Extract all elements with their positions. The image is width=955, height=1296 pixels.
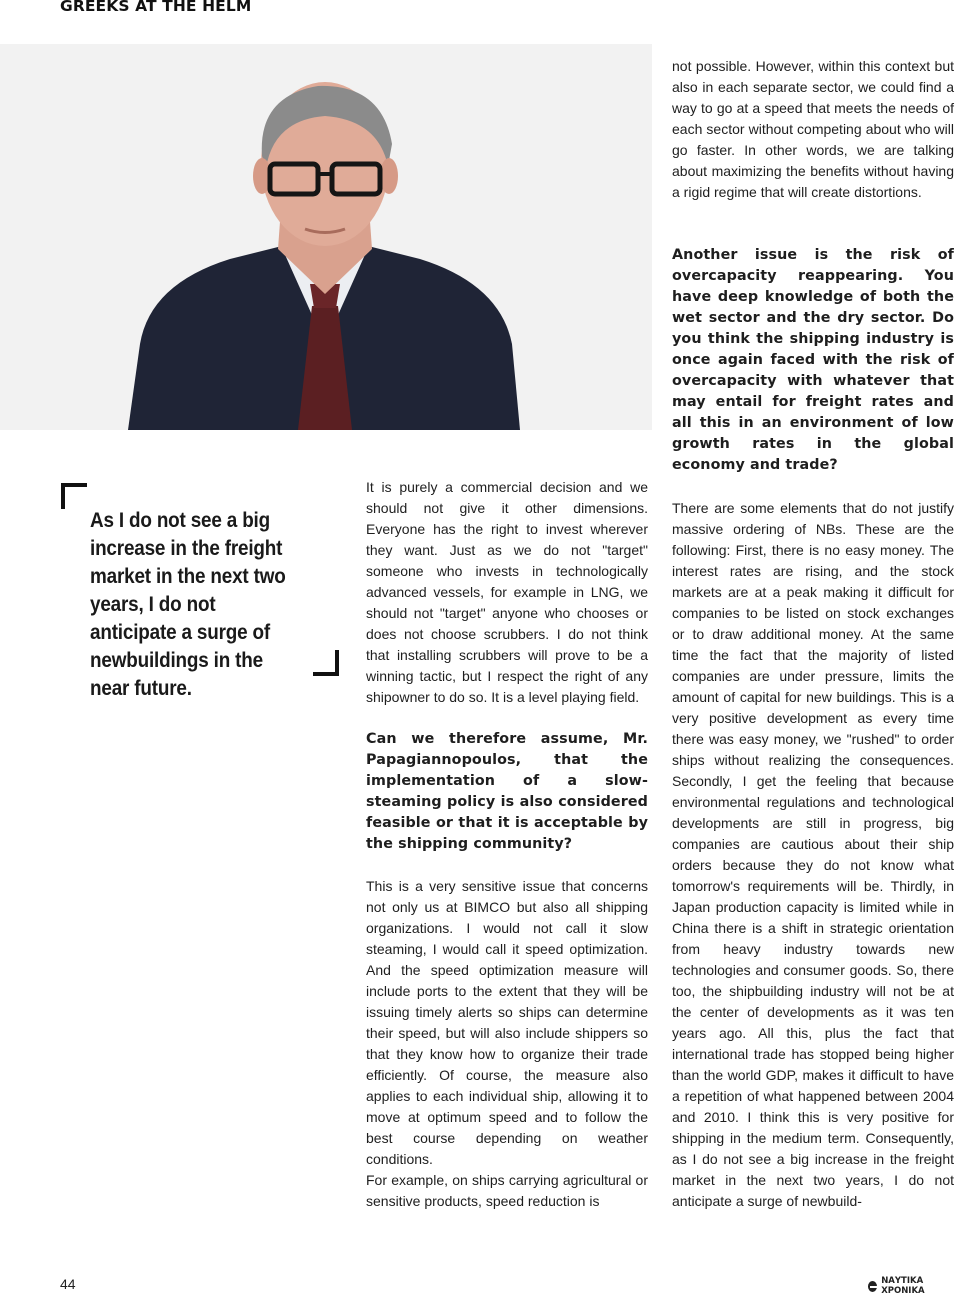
right-column-question — [672, 245, 954, 476]
paragraph: For example, on ships carrying agricultural or sensitive products, speed reduction is — [366, 1172, 648, 1209]
paragraph: There are some elements that do not justify massive ordering of NBs. These are the following: First, there is no easy money. The interest rates are rising, and the stock markets are at a peak making it difficult for companies to be listed on stock exchanges or to draw additional money. At the same time the fact that the majority of listed companies are under pressure, limits the amount of capital for new buildings. This is a very positive development as every time there was easy money, we "rushed" to order ships without realizing the consequences. Secondly, I get the feeling that because environmental regulations and technological developments are still in progress, big companies are cautious about their ship orders because they do not know what tomorrow's requirements will be. Thirdly, in Japan production capacity is limited while in China there is a shift in strategic orientation from heavy industry towards new technologies and consumer goods. So, there too, the shipbuilding industry will not be at the center of developments as it was ten years ago. All this, plus the fact that international trade has stopped being higher than the world GDP, makes it difficult to have a repetition of what happened between 2004 and 2010. I think this is very positive for shipping in the medium term. Consequently, as I do not see a big increase in the freight market in the next two years, I do not anticipate a surge of newbuild- — [672, 500, 954, 1209]
publication-logo-icon — [868, 1281, 877, 1292]
publication-name: ΝΑΥΤΙΚΑ ΧΡΟΝΙΚΑ — [881, 1276, 925, 1296]
paragraph: not possible. However, within this context but also in each separate sector, we could find a way to go at a speed that meets the needs of each sector without competing about who will go faster. In other words, we are talking about maximizing the benefits without having a rigid regime that will create distortions. — [672, 58, 954, 200]
interview-question: Can we therefore assume, Mr. Papagiannopoulos, that the implementation of a slow-steaming policy is also considered feasible or that it is acceptable by the shipping community? — [366, 731, 648, 852]
portrait-photo — [0, 44, 652, 430]
publication-logo — [868, 1276, 955, 1296]
pull-quote: As I do not see a big increase in the freight market in the next two years, I do not anticipate a surge of newbuildings in the near future. — [90, 509, 286, 700]
right-column-top — [672, 56, 954, 203]
paragraph: It is purely a commercial decision and we should not give it other dimensions. Everyone has the right to invest wherever they want. Just as we do not "target" someone who invests in technologically advanced vessels, for example in LNG, we should not "target" anyone who chooses or does not choose scrubbers. I do not think that installing scrubbers will prove to be a winning tactic, but I respect the right of any shipowner to do so. It is a level playing field. — [366, 479, 648, 705]
quote-corner-bottom-right — [313, 650, 339, 676]
page-number: 44 — [60, 1276, 76, 1292]
middle-column — [366, 477, 648, 1212]
interview-question: Another issue is the risk of overcapacity reappearing. You have deep knowledge of both the wet sector and the dry sector. Do you think the shipping industry is once again faced with the risk of overcapacity with whatever that may entail for freight rates and all this in an environment of low growth rates in the global economy and trade? — [672, 247, 954, 473]
right-column-answer — [672, 498, 954, 1212]
paragraph: This is a very sensitive issue that concerns not only us at BIMCO but also all shipping organizations. I would not call it slow steaming, I would call it speed optimization. And the speed optimization measure will include ports to the extent that they will be issuing timely alerts so ships can determine their speed, but will also include shippers so that they know how to organize their trade efficiently. Of course, the measure also applies to each individual ship, allowing it to move at optimum speed and to follow the best course depending on weather conditions. — [366, 878, 648, 1167]
section-title: GREEKS AT THE HELM — [60, 0, 252, 15]
quote-corner-top-left — [61, 483, 87, 509]
